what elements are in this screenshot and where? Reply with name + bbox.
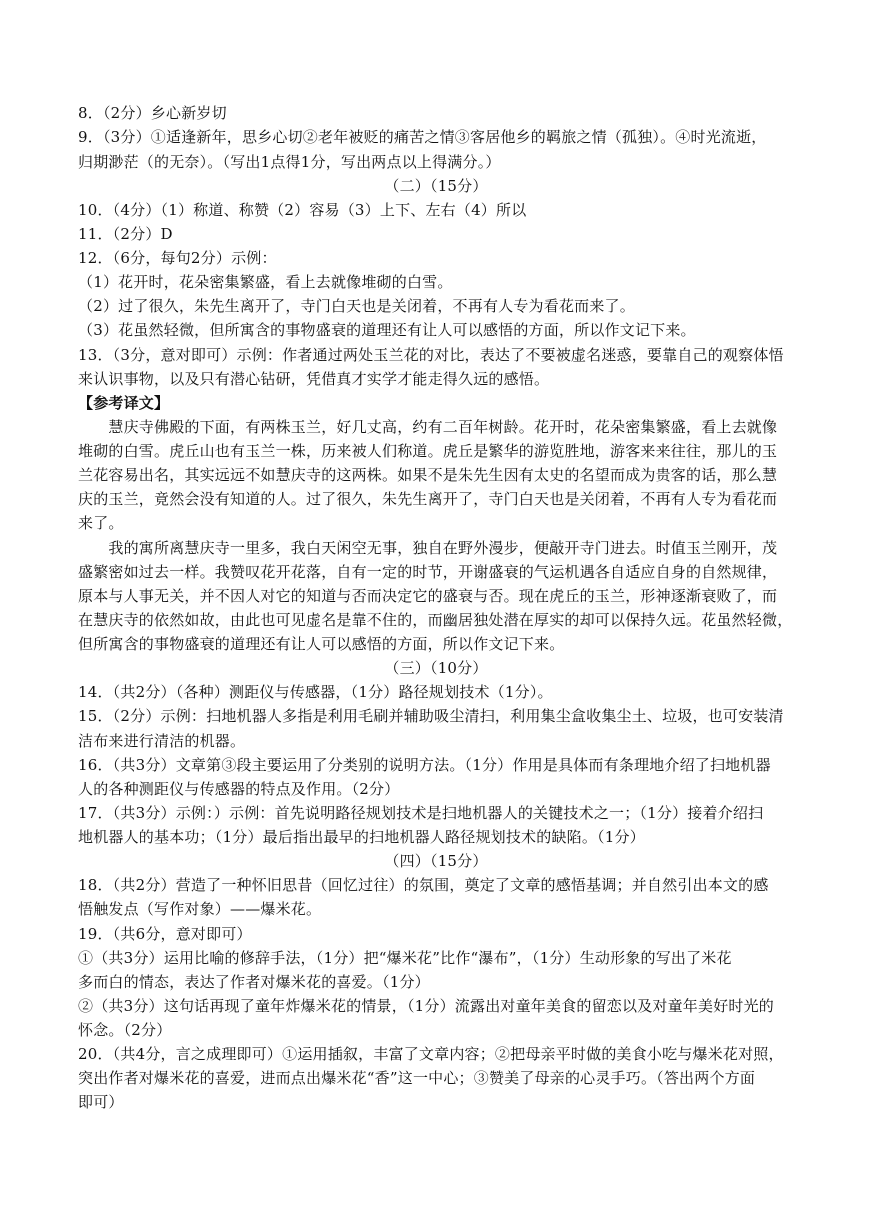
answer-16-line-2: 人的各种测距仪与传感器的特点及作用。（2分） (78, 780, 400, 798)
answer-12-item-2: （2）过了很久，朱先生离开了，寺门白天也是关闭着，不再有人专为看花而来了。 (78, 297, 635, 315)
answer-20-line-2: 突出作者对爆米花的喜爱，进而点出爆米花“香”这一中心；③赞美了母亲的心灵手巧。（答出两个方面 (78, 1069, 756, 1087)
translation-p1-line-4: 庆的玉兰，竟然会没有知道的人。过了很久，朱先生离开了，寺门白天也是关闭着，不再有人专为看花而 (78, 490, 778, 508)
answer-8: 8．（2分）乡心新岁切 (78, 104, 227, 122)
answer-20-line-3: 即可） (78, 1093, 124, 1111)
answer-13-line-1: 13．（3分，意对即可）示例：作者通过两处玉兰花的对比，表达了不要被虚名迷惑，要靠自己的观察体悟 (78, 346, 784, 364)
section-heading-3: （三）（10分） (384, 659, 488, 677)
answer-11: 11．（2分）D (78, 225, 173, 243)
translation-p2-line-3: 原本与人事无关，并不因人对它的知道与否而决定它的盛衰与否。现在虎丘的玉兰，形神逐渐衰败了，而 (78, 587, 778, 605)
answer-18-line-2: 悟触发点（写作对象）——爆米花。 (78, 900, 322, 918)
answer-14: 14．（共2分）（各种）测距仪与传感器，（1分）路径规划技术（1分）。 (78, 683, 553, 701)
answer-12-item-3: （3）花虽然轻微，但所寓含的事物盛衰的道理还有让人可以感悟的方面，所以作文记下来。 (78, 321, 696, 339)
translation-p1-line-2: 堆砌的白雪。虎丘山也有玉兰一株，历来被人们称道。虎丘是繁华的游览胜地，游客来来往往，那儿的玉 (78, 442, 778, 460)
answer-13-line-2: 来认识事物，以及只有潜心钻研，凭借真才实学才能走得久远的感悟。 (78, 370, 550, 388)
answer-9-line-2: 归期渺茫（的无奈）。（写出1点得1分，写出两点以上得满分。） (78, 153, 501, 171)
translation-p2-line-2: 盛繁密如过去一样。我赞叹花开花落，自有一定的时节，开谢盛衰的气运机遇各自适应自身的自然规律， (78, 563, 778, 581)
translation-heading: 【参考译文】 (78, 394, 170, 412)
answer-19-item-2-line-1: ②（共3分）这句话再现了童年炸爆米花的情景，（1分）流露出对童年美食的留恋以及对童年美好时光的 (78, 997, 774, 1015)
answer-17-line-2: 地机器人的基本功；（1分）最后指出最早的扫地机器人路径规划技术的缺陷。（1分） (78, 828, 645, 846)
translation-p1-line-3: 兰花容易出名，其实远远不如慧庆寺的这两株。如果不是朱先生因有太史的名望而成为贵客的话，那么慧 (78, 466, 778, 484)
translation-p1-line-5: 来了。 (78, 514, 124, 532)
translation-p2-line-1: 我的寓所离慧庆寺一里多，我白天闲空无事，独自在野外漫步，便敲开寺门进去。时值玉兰刚开，茂 (78, 539, 778, 557)
section-heading-4: （四）（15分） (384, 852, 488, 870)
answer-18-line-1: 18．（共2分）营造了一种怀旧思昔（回忆过往）的氛围，奠定了文章的感悟基调；并自然引出本文的感 (78, 876, 769, 894)
answer-12: 12．（6分，每句2分）示例： (78, 249, 277, 267)
answer-19: 19．（共6分，意对即可） (78, 925, 252, 943)
translation-p2-line-4: 在慧庆寺的依然如故，由此也可见虚名是靠不住的，而幽居独处潜在厚实的却可以保持久远。花虽然轻微， (78, 611, 793, 629)
answer-19-item-1-line-2: 多而白的情态，表达了作者对爆米花的喜爱。（1分） (78, 973, 430, 991)
answer-16-line-1: 16．（共3分）文章第③段主要运用了分类别的说明方法。（1分）作用是具体而有条理地介绍了扫地机器 (78, 756, 771, 774)
answer-12-item-1: （1）花开时，花朵密集繁盛，看上去就像堆砌的白雪。 (78, 273, 453, 291)
answer-9-line-1: 9．（3分）①适逢新年，思乡心切②老年被贬的痛苦之情③客居他乡的羁旅之情（孤独）。④时光流逝， (78, 128, 767, 146)
section-heading-2: （二）（15分） (384, 177, 488, 195)
answer-15-line-1: 15．（2分）示例：扫地机器人多指是利用毛刷并辅助吸尘清扫，利用集尘盒收集尘土、垃圾，也可安装清 (78, 707, 784, 725)
answer-17-line-1: 17．（共3分）示例：）示例：首先说明路径规划技术是扫地机器人的关键技术之一；（1分）接着介绍扫 (78, 804, 764, 822)
answer-20-line-1: 20．（共4分，言之成理即可）①运用插叙，丰富了文章内容；②把母亲平时做的美食小吃与爆米花对照， (78, 1045, 784, 1063)
answer-10: 10．（4分）（1）称道、称赞（2）容易（3）上下、左右（4）所以 (78, 201, 527, 219)
translation-p1-line-1: 慧庆寺佛殿的下面，有两株玉兰，好几丈高，约有二百年树龄。花开时，花朵密集繁盛，看上去就像 (78, 418, 778, 436)
answer-19-item-2-line-2: 怀念。（2分） (78, 1021, 172, 1039)
answer-15-line-2: 洁布来进行清洁的机器。 (78, 732, 246, 750)
answer-19-item-1-line-1: ①（共3分）运用比喻的修辞手法，（1分）把“爆米花”比作“瀑布”，（1分）生动形象的写出了米花 (78, 949, 732, 967)
translation-p2-line-5: 但所寓含的事物盛衰的道理还有让人可以感悟的方面，所以作文记下来。 (78, 635, 565, 653)
